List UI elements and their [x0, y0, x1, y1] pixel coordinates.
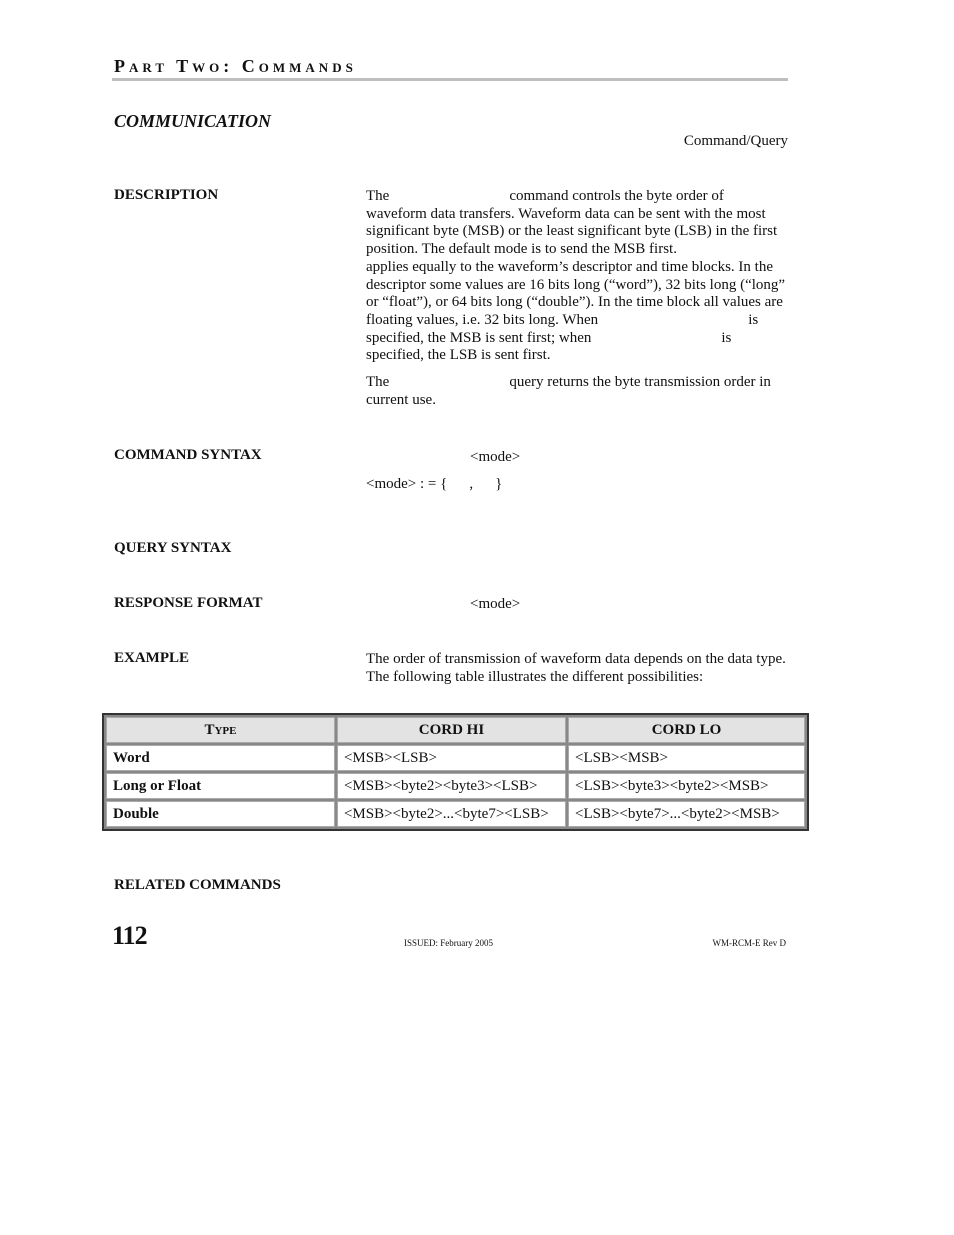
- mode-definition: [366, 476, 502, 493]
- page-header: Part Two: Commands: [114, 56, 357, 76]
- table-header-cell: CORD LO: [568, 717, 805, 743]
- table-cell: <LSB><byte7>...<byte2><MSB>: [568, 801, 805, 827]
- text-run: }: [495, 476, 503, 492]
- description-paragraph-2: [366, 374, 788, 409]
- description-text: [366, 188, 788, 418]
- table-row: [106, 801, 805, 827]
- command-type: Command/Query: [683, 133, 788, 149]
- issued-date: ISSUED: February 2005: [404, 938, 493, 948]
- byte-order-table: [102, 713, 809, 831]
- text-run: The: [366, 188, 390, 204]
- table-header-row: [106, 717, 805, 743]
- response-format-label: RESPONSE FORMAT: [114, 595, 263, 611]
- header-text: Type: [204, 721, 237, 738]
- header-divider: [112, 78, 788, 81]
- related-commands-label: RELATED COMMANDS: [114, 877, 281, 893]
- text-run: command controls the byte order of waveform data transfers. Waveform data can be sent with the most significant byte (MSB) or the least significant byte (LSB) in the first position. The default mode is to send the MSB first.: [366, 188, 778, 258]
- text-run: <mode> : = {: [366, 476, 448, 492]
- text-run: query returns the byte transmission order in current use.: [366, 374, 771, 408]
- example-text: The order of transmission of waveform data depends on the data type. The following table illustrates the different possibilities:: [366, 651, 786, 685]
- query-syntax-label: QUERY SYNTAX: [114, 540, 232, 556]
- table-cell: Long or Float: [106, 773, 335, 799]
- document-reference: WM-RCM-E Rev D: [712, 938, 786, 948]
- command-syntax-label: COMMAND SYNTAX: [114, 447, 262, 463]
- table-header-cell: [106, 717, 335, 743]
- table-header-cell: CORD HI: [337, 717, 566, 743]
- text-run: applies equally to the waveform’s descriptor and time blocks. In the descriptor some values are 16 bits long (“word”), 32 bits long (“long” or “float”), or 64 bits long (“double”). In the time block all values are floating values, i.e. 32 bits long. When: [366, 258, 786, 328]
- response-format-line: <mode>: [470, 596, 521, 612]
- table-cell: <LSB><MSB>: [568, 745, 805, 771]
- table-row: [106, 773, 805, 799]
- table-cell: <LSB><byte3><byte2><MSB>: [568, 773, 805, 799]
- example-label: EXAMPLE: [114, 650, 189, 666]
- text-run: is specified, the LSB is sent first.: [366, 329, 732, 364]
- description-label: DESCRIPTION: [114, 187, 219, 203]
- page-number: 112: [112, 921, 147, 950]
- table-cell: <MSB><byte2>...<byte7><LSB>: [337, 801, 566, 827]
- section-title: COMMUNICATION: [114, 111, 272, 131]
- table-row: [106, 745, 805, 771]
- table-cell: <MSB><byte2><byte3><LSB>: [337, 773, 566, 799]
- command-syntax-line: <mode>: [470, 449, 521, 465]
- table-cell: Word: [106, 745, 335, 771]
- text-run: is specified, the MSB is sent first; when: [366, 311, 759, 346]
- table-cell: Double: [106, 801, 335, 827]
- table-cell: <MSB><LSB>: [337, 745, 566, 771]
- text-run: ,: [469, 476, 474, 492]
- description-paragraph-1: [366, 188, 788, 365]
- text-run: The: [366, 374, 390, 391]
